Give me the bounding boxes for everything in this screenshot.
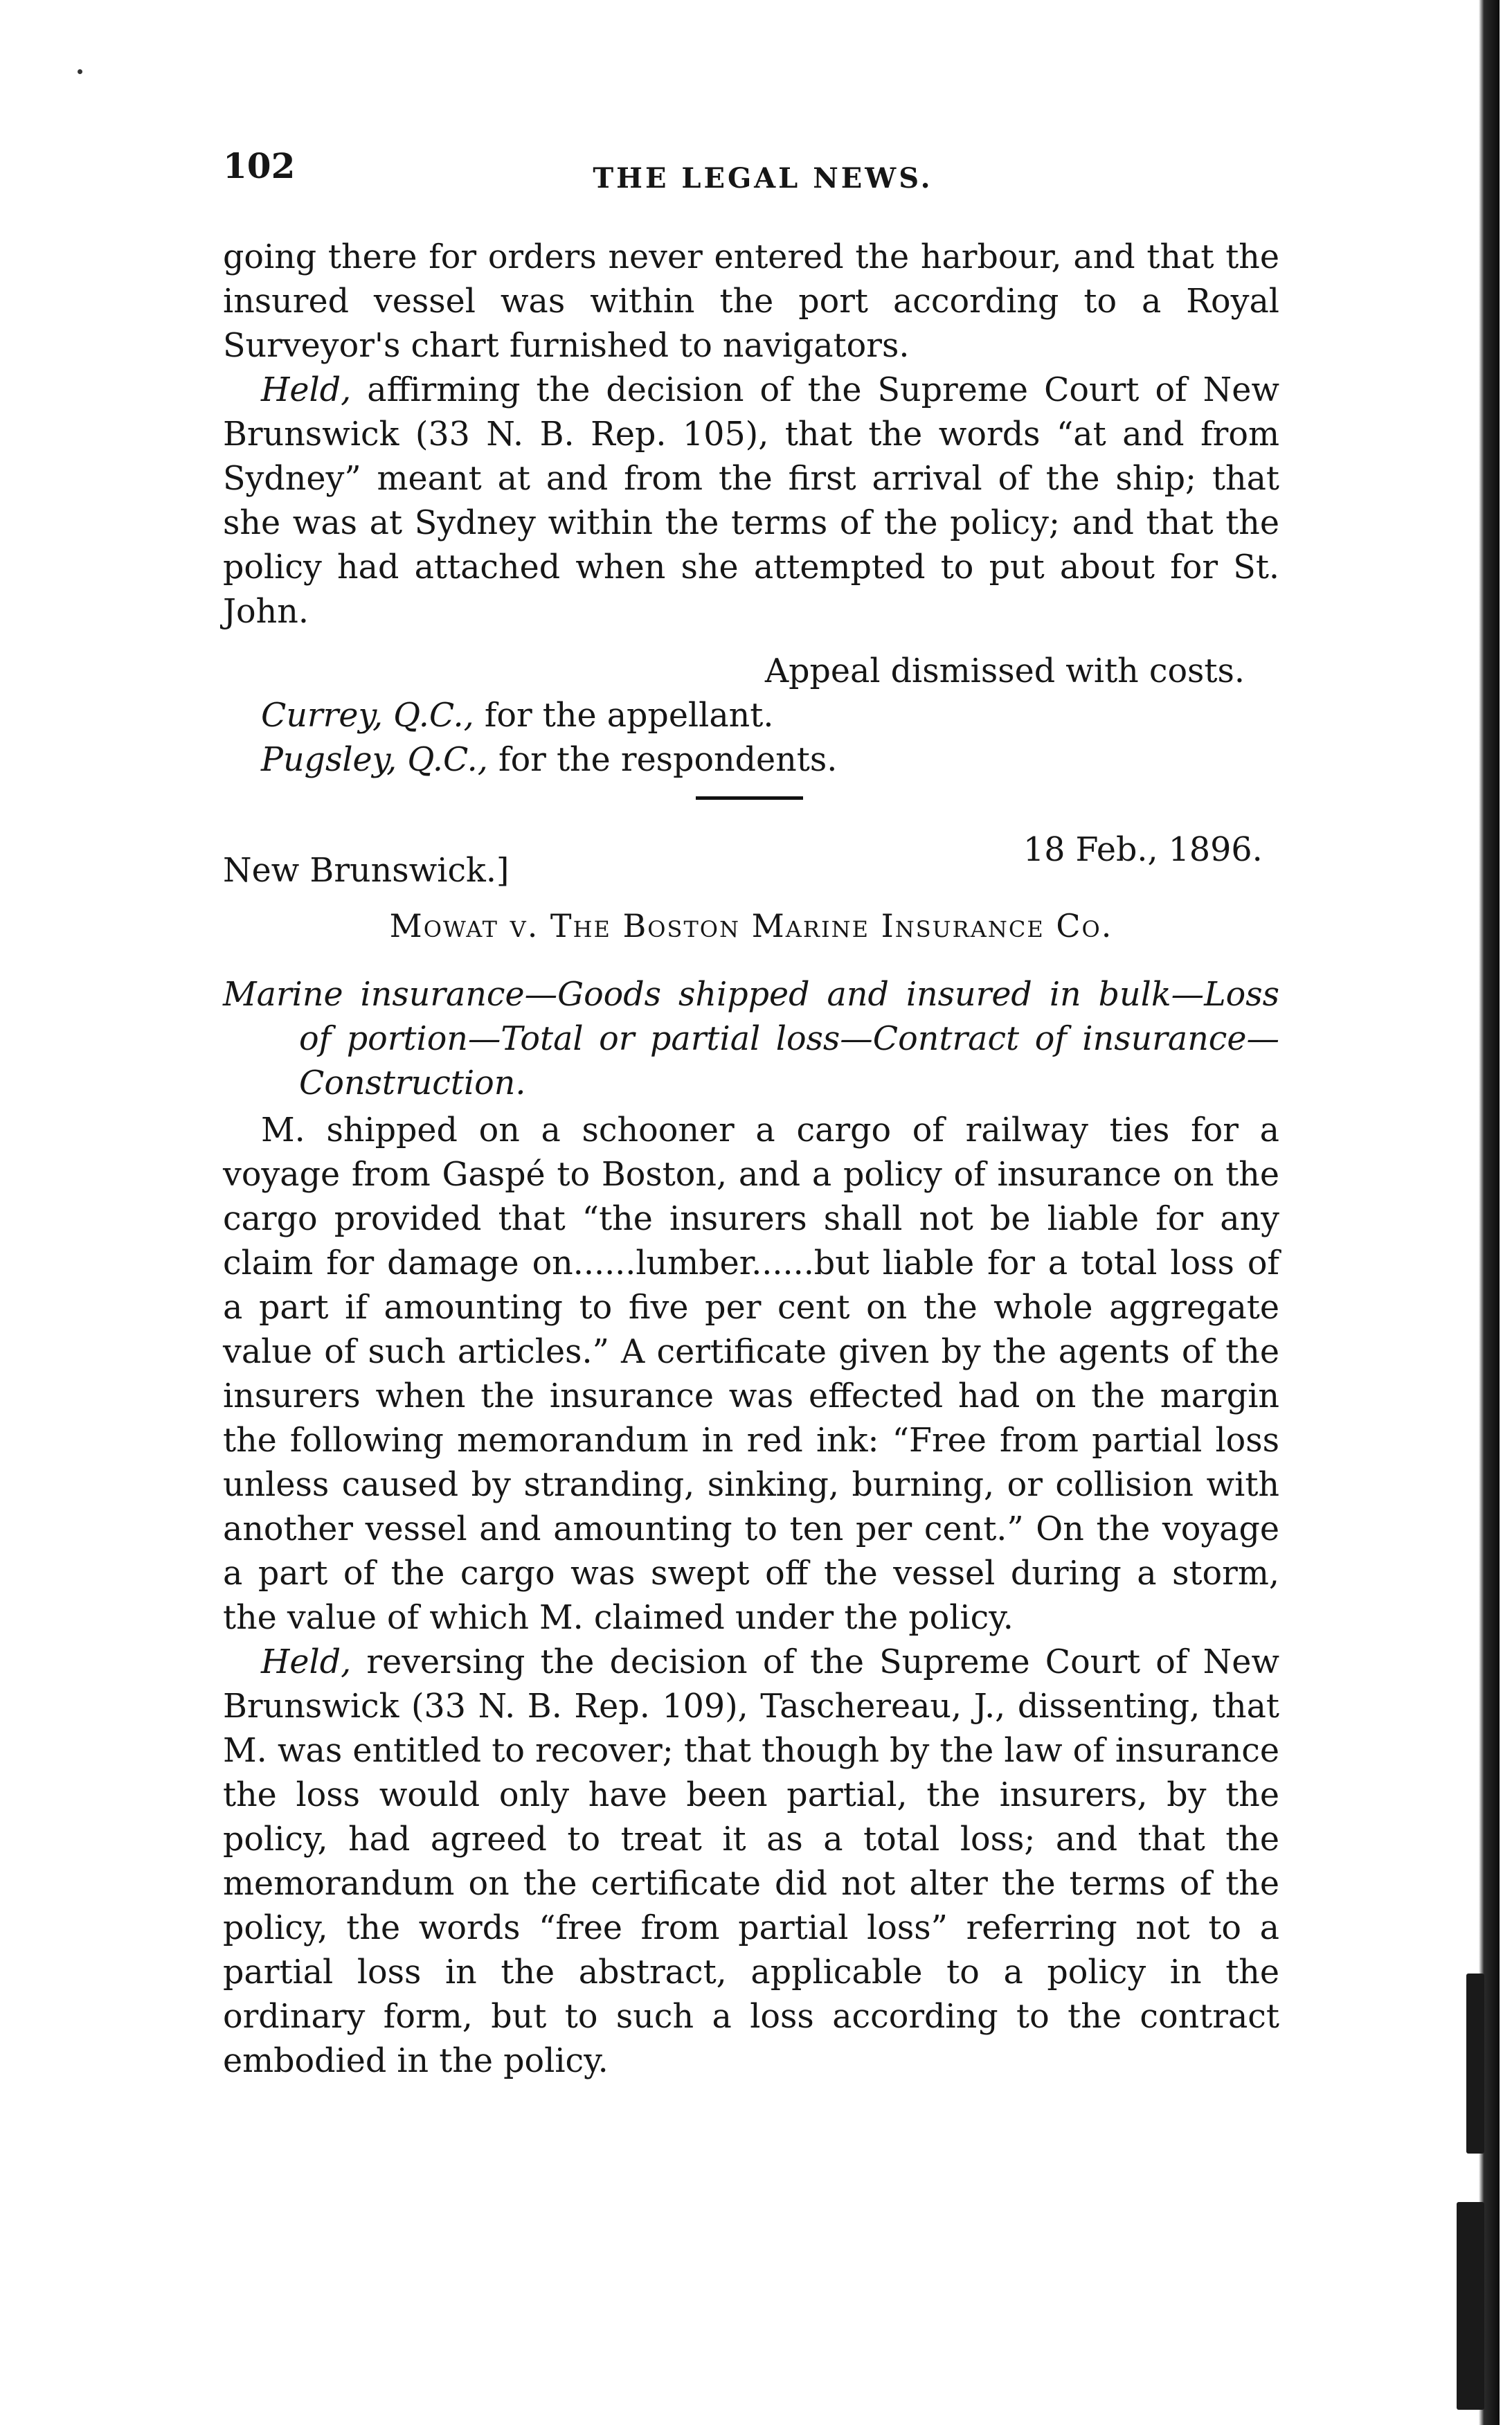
second-case-body (223, 973, 1279, 2084)
held-paragraph (223, 1640, 1279, 2084)
held-text: affirming the decision of the Supreme Court of New Brunswick (33 N. B. Rep. 105), that the words “at and from Sydney” meant at and from the first arrival of the ship; that she was at Sydney within the terms of the policy; and that the policy had attached when she attempted to put about for St. John. (223, 371, 1279, 631)
case-title: Mowat v. The Boston Marine Insurance Co. (389, 907, 1113, 945)
counsel-appellant (223, 694, 1279, 738)
page-edge-tear (1466, 1974, 1484, 2154)
first-case-continuation (223, 235, 1279, 782)
ink-speck (78, 69, 82, 74)
held-label: Held, (261, 1643, 352, 1681)
appeal-result: Appeal dismissed with costs. (764, 652, 1245, 690)
province-label: New Brunswick.] (223, 852, 510, 890)
running-title: THE LEGAL NEWS. (593, 162, 933, 195)
counsel-role: for the respondents. (487, 741, 838, 779)
case-facts-continued: going there for orders never entered the harbour, and that the insured vessel was within the port according to a Royal Surveyor's chart furnished to navigators. (223, 238, 1279, 365)
headnote: Marine insurance—Goods shipped and insured in bulk—Loss of portion—Total or partial loss—Contract of insurance—Construction. (223, 976, 1279, 1102)
counsel-respondents (223, 738, 1279, 782)
held-label: Held, (261, 371, 352, 409)
page-number: 102 (223, 145, 296, 186)
counsel-role: for the appellant. (474, 697, 774, 735)
held-text: reversing the decision of the Supreme Court of New Brunswick (33 N. B. Rep. 109), Taschereau, J., dissenting, that M. was entitled to recover; that though by the law of insurance the loss would only have been partial, the insurers, by the policy, had agreed to treat it as a total loss; and that the memorandum on the certificate did not alter the terms of the policy, the words “free from partial loss” referring not to a partial loss in the abstract, applicable to a policy in the ordinary form, but to such a loss according to the contract embodied in the policy. (223, 1643, 1279, 2080)
decision-date: 18 Feb., 1896. (1023, 831, 1263, 869)
counsel-name: Pugsley, Q.C., (261, 741, 488, 779)
section-divider (696, 796, 803, 800)
page-header (223, 145, 1303, 194)
counsel-name: Currey, Q.C., (261, 697, 474, 735)
page-edge-tear (1457, 2202, 1484, 2410)
held-paragraph (223, 368, 1279, 634)
facts-paragraph: M. shipped on a schooner a cargo of railway ties for a voyage from Gaspé to Boston, and a policy of insurance on the cargo provided that “the insurers shall not be liable for any claim for damage on......lumber......but liable for a total loss of a part if amounting to five per cent on the whole aggregate value of such articles.” A certificate given by the agents of the insurers when the insurance was effected had on the margin the following memorandum in red ink: “Free from partial loss unless caused by stranding, sinking, burning, or collision with another vessel and amounting to ten per cent.” On the voyage a part of the cargo was swept off the vessel during a storm, the value of which M. claimed under the policy. (223, 1111, 1279, 1637)
